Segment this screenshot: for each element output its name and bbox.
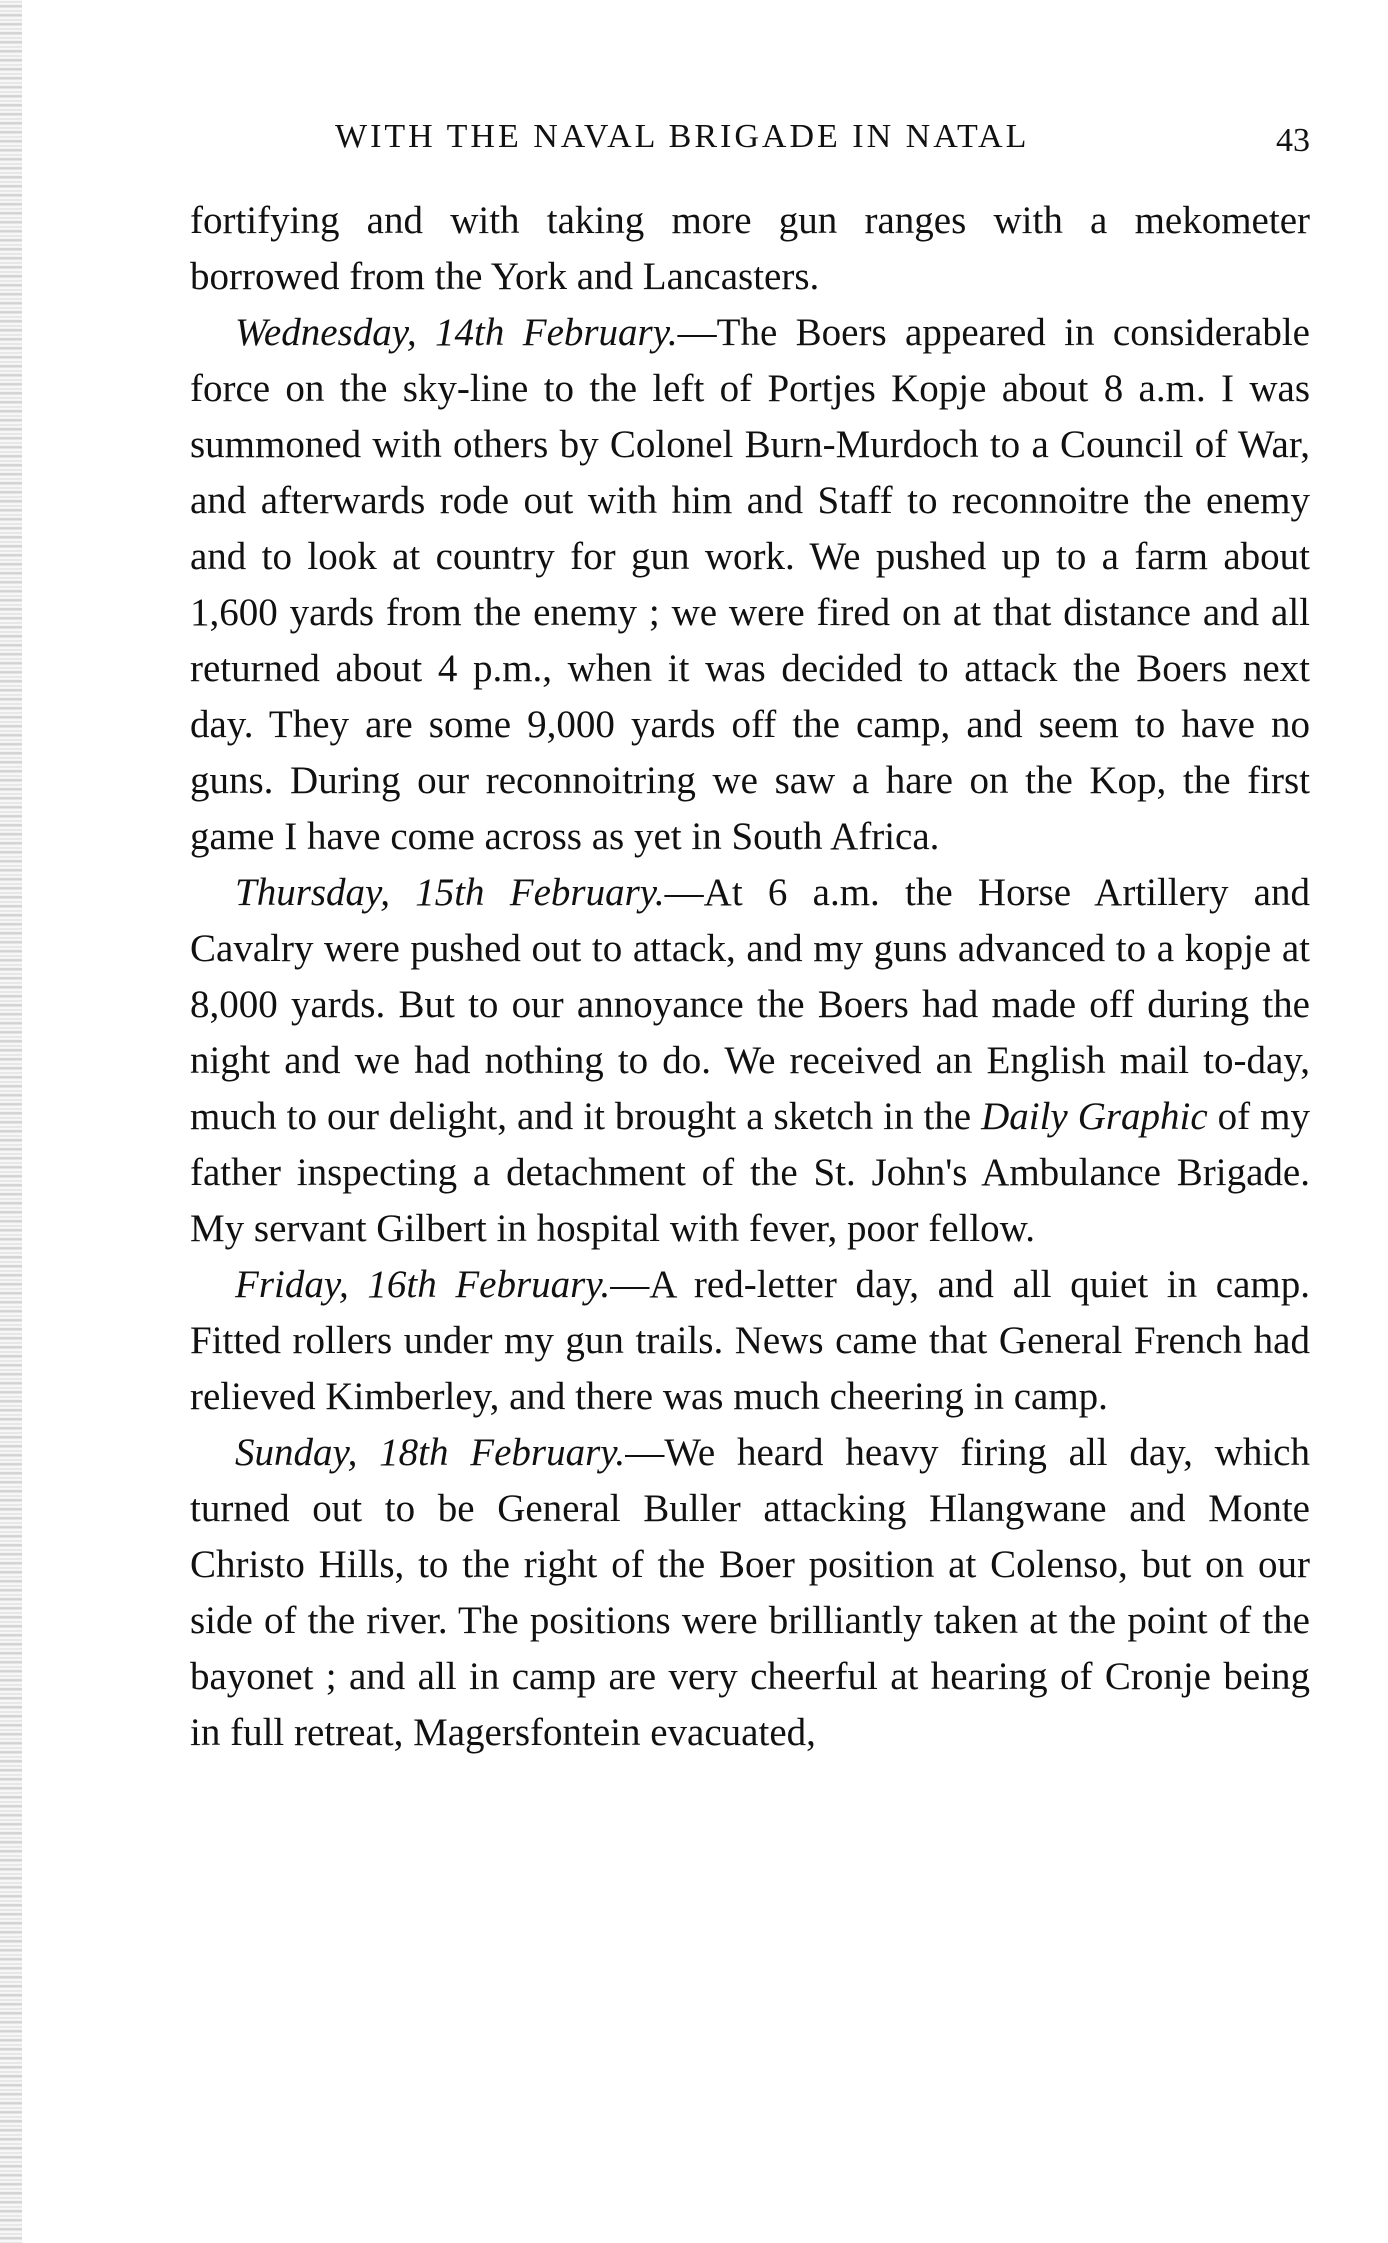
paragraph-continuation xyxy=(190,193,1310,305)
entry-date: Wednesday, 14th February. xyxy=(235,311,678,354)
entry-text: —The Boers appeared in considerable force on the sky-line to the left of Portjes Kopje about 8 a.m. I was summoned with others by Colonel Burn-Murdoch to a Council of War, and afterwards rode out with him and Staff to reconnoitre the enemy and to look at country for gun work. We pushed up to a farm about 1,600 yards from the enemy ; we were fired on at that distance and all returned about 4 p.m., when it was decided to attack the Boers next day. They are some 9,000 yards off the camp, and seem to have no guns. During our reconnoitring we saw a hare on the Kop, the first game I have come across as yet in South Africa. xyxy=(190,311,1310,858)
diary-entry-friday xyxy=(190,1257,1310,1425)
entry-text: —At 6 a.m. the Horse Artillery and Cavalry were pushed out to attack, and my guns advanced to a kopje at 8,000 yards. But to our annoyance the Boers had made off during the night and we had nothing to do. We received an English mail to-day, much to our delight, and it brought a sketch in the xyxy=(190,871,1310,1138)
diary-entry-sunday xyxy=(190,1425,1310,1761)
page-number: 43 xyxy=(1276,122,1310,159)
newspaper-title: Daily Graphic xyxy=(981,1095,1208,1138)
entry-date: Friday, 16th February. xyxy=(235,1263,611,1306)
entry-text-continued: of my father inspecting a detachment of the St. John's Ambulance Brigade. My servant Gilbert in hospital with fever, poor fellow. xyxy=(190,1095,1310,1250)
paragraph-text: fortifying and with taking more gun ranges with a mekometer borrowed from the York and Lancasters. xyxy=(190,199,1310,298)
entry-text: —We heard heavy firing all day, which turned out to be General Buller attacking Hlangwane and Monte Christo Hills, to the right of the Boer position at Colenso, but on our side of the river. The positions were brilliantly taken at the point of the bayonet ; and all in camp are very cheerful at hearing of Cronje being in full retreat, Magersfontein evacuated, xyxy=(190,1431,1310,1754)
entry-date: Sunday, 18th February. xyxy=(235,1431,626,1474)
entry-text: —A red-letter day, and all quiet in camp. Fitted rollers under my gun trails. News came that General French had relieved Kimberley, and there was much cheering in camp. xyxy=(190,1263,1310,1418)
page-binding-edge xyxy=(0,0,22,2243)
diary-entry-thursday xyxy=(190,865,1310,1257)
diary-entry-wednesday xyxy=(190,305,1310,865)
page-body xyxy=(190,193,1310,1761)
entry-date: Thursday, 15th February. xyxy=(235,871,665,914)
running-title: WITH THE NAVAL BRIGADE IN NATAL xyxy=(335,118,1030,155)
running-header xyxy=(190,112,1310,162)
